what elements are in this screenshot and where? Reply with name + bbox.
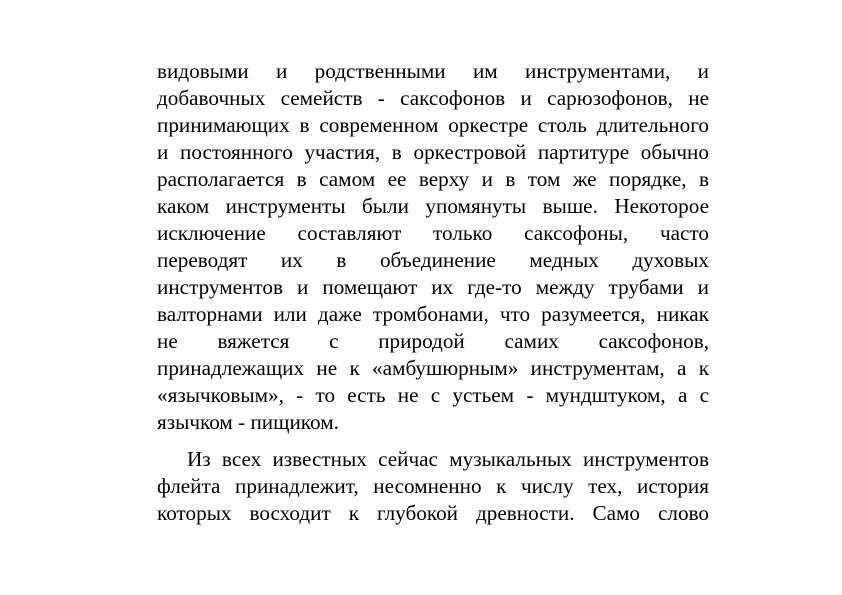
text-line: располагается в самом ее верху и в том же порядке, в xyxy=(157,167,709,191)
text-line: принадлежащих не к «амбушюрным» инструментам, а к xyxy=(157,356,709,380)
text-line: валторнами или даже тромбонами, что разумеется, никак xyxy=(157,302,709,326)
text-line: не вяжется с природой самих саксофонов, xyxy=(157,329,709,353)
text-line: которых восходит к глубокой древности. Само слово xyxy=(157,501,709,525)
text-line: инструментов и помещают их где-то между трубами и xyxy=(157,275,709,299)
text-line: переводят их в объединение медных духовых xyxy=(157,248,709,272)
paragraph-gap xyxy=(157,436,709,446)
text-line: флейта принадлежит, несомненно к числу тех, история xyxy=(157,474,709,498)
paragraph-2 xyxy=(157,446,709,527)
text-line: «язычковым», - то есть не с устьем - мундштуком, а с xyxy=(157,383,709,407)
text-line: добавочных семейств - саксофонов и сарюзофонов, не xyxy=(157,86,709,110)
text-line: и постоянного участия, в оркестровой партитуре обычно xyxy=(157,140,709,164)
text-line: каком инструменты были упомянуты выше. Некоторое xyxy=(157,194,709,218)
text-block xyxy=(157,58,709,527)
text-line: принимающих в современном оркестре столь длительного xyxy=(157,113,709,137)
paragraph-1 xyxy=(157,58,709,436)
text-line: видовыми и родственными им инструментами, и xyxy=(157,59,709,83)
text-line: исключение составляют только саксофоны, часто xyxy=(157,221,709,245)
text-line: Из всех известных сейчас музыкальных инструментов xyxy=(187,447,709,471)
text-line: язычком - пищиком. xyxy=(157,410,339,434)
